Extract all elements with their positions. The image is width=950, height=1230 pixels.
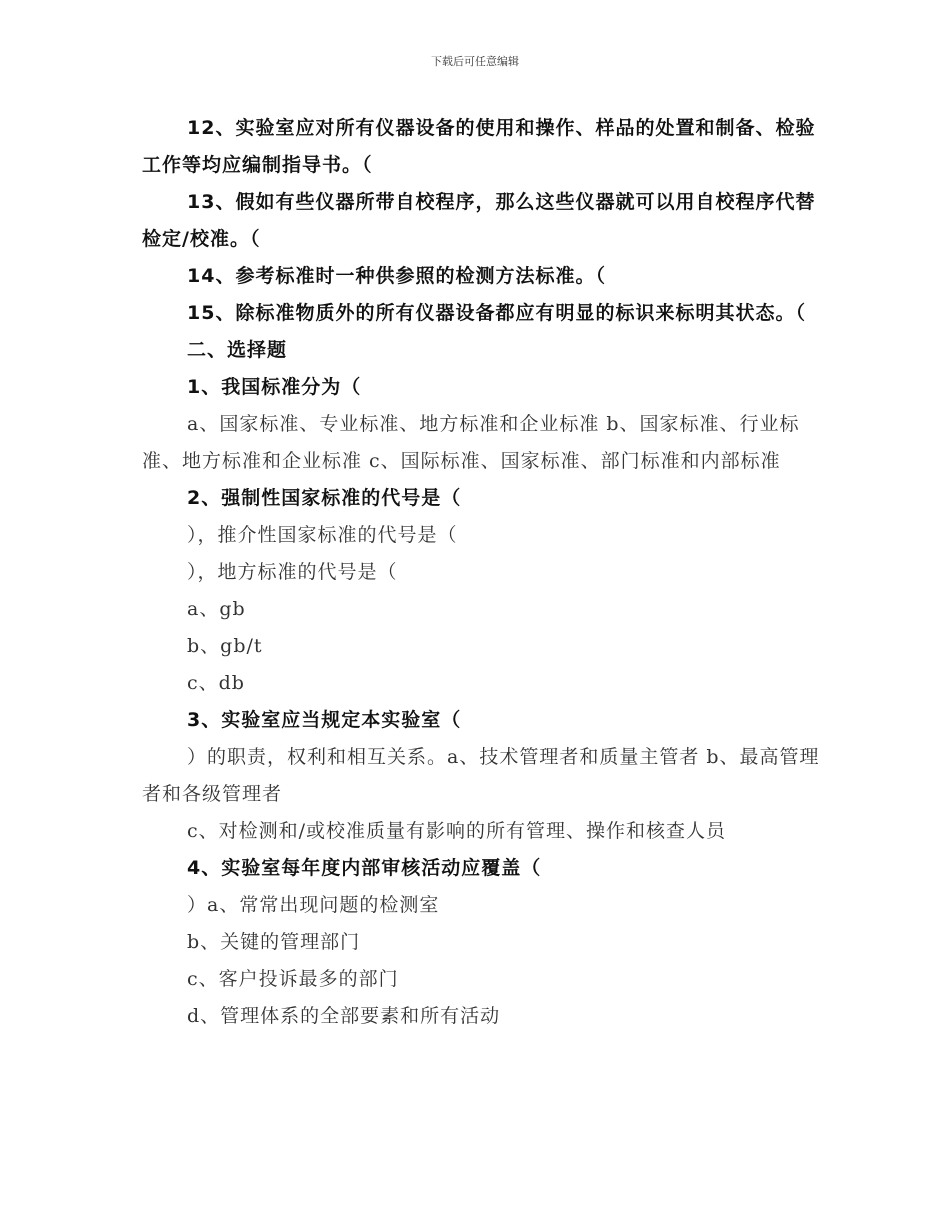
section-heading: 二、选择题 (187, 339, 288, 361)
choice-1-options: a、国家标准、专业标准、地方标准和企业标准 b、国家标准、行业标准、地方标准和企业标准 c、国际标准、国家标准、部门标准和内部标准 (142, 413, 800, 472)
question-13: 13、假如有些仪器所带自校程序，那么这些仪器就可以用自校程序代替检定/校准。（ (142, 191, 816, 250)
document-body (142, 110, 822, 1035)
choice-4-option-d: d、管理体系的全部要素和所有活动 (187, 1005, 501, 1027)
choice-4-option-b: b、关键的管理部门 (187, 931, 361, 953)
choice-3-options-ab: ）的职责，权利和相互关系。a、技术管理者和质量主管者 b、最高管理者和各级管理者 (142, 746, 820, 805)
choice-question-2: 2、强制性国家标准的代号是（ (187, 487, 462, 509)
choice-2-line-3: ），地方标准的代号是（ (187, 561, 398, 583)
choice-2-option-c: c、db (187, 672, 245, 694)
choice-question-4: 4、实验室每年度内部审核活动应覆盖（ (187, 857, 542, 879)
question-14: 14、参考标准时一种供参照的检测方法标准。（ (187, 265, 606, 287)
choice-question-1: 1、我国标准分为（ (187, 376, 362, 398)
question-15: 15、除标准物质外的所有仪器设备都应有明显的标识来标明其状态。（ (187, 302, 806, 324)
choice-question-3: 3、实验室应当规定本实验室（ (187, 709, 462, 731)
page-header: 下载后可任意编辑 (431, 55, 519, 68)
choice-4-option-a: ）a、常常出现问题的检测室 (187, 894, 440, 916)
choice-2-line-2: ），推介性国家标准的代号是（ (187, 524, 458, 546)
choice-2-option-a: a、gb (187, 598, 246, 620)
choice-2-option-b: b、gb/t (187, 635, 263, 657)
choice-4-option-c: c、客户投诉最多的部门 (187, 968, 399, 990)
choice-3-option-c: c、对检测和/或校准质量有影响的所有管理、操作和核查人员 (187, 820, 727, 842)
question-12: 12、实验室应对所有仪器设备的使用和操作、样品的处置和制备、检验工作等均应编制指导书。（ (142, 117, 816, 176)
